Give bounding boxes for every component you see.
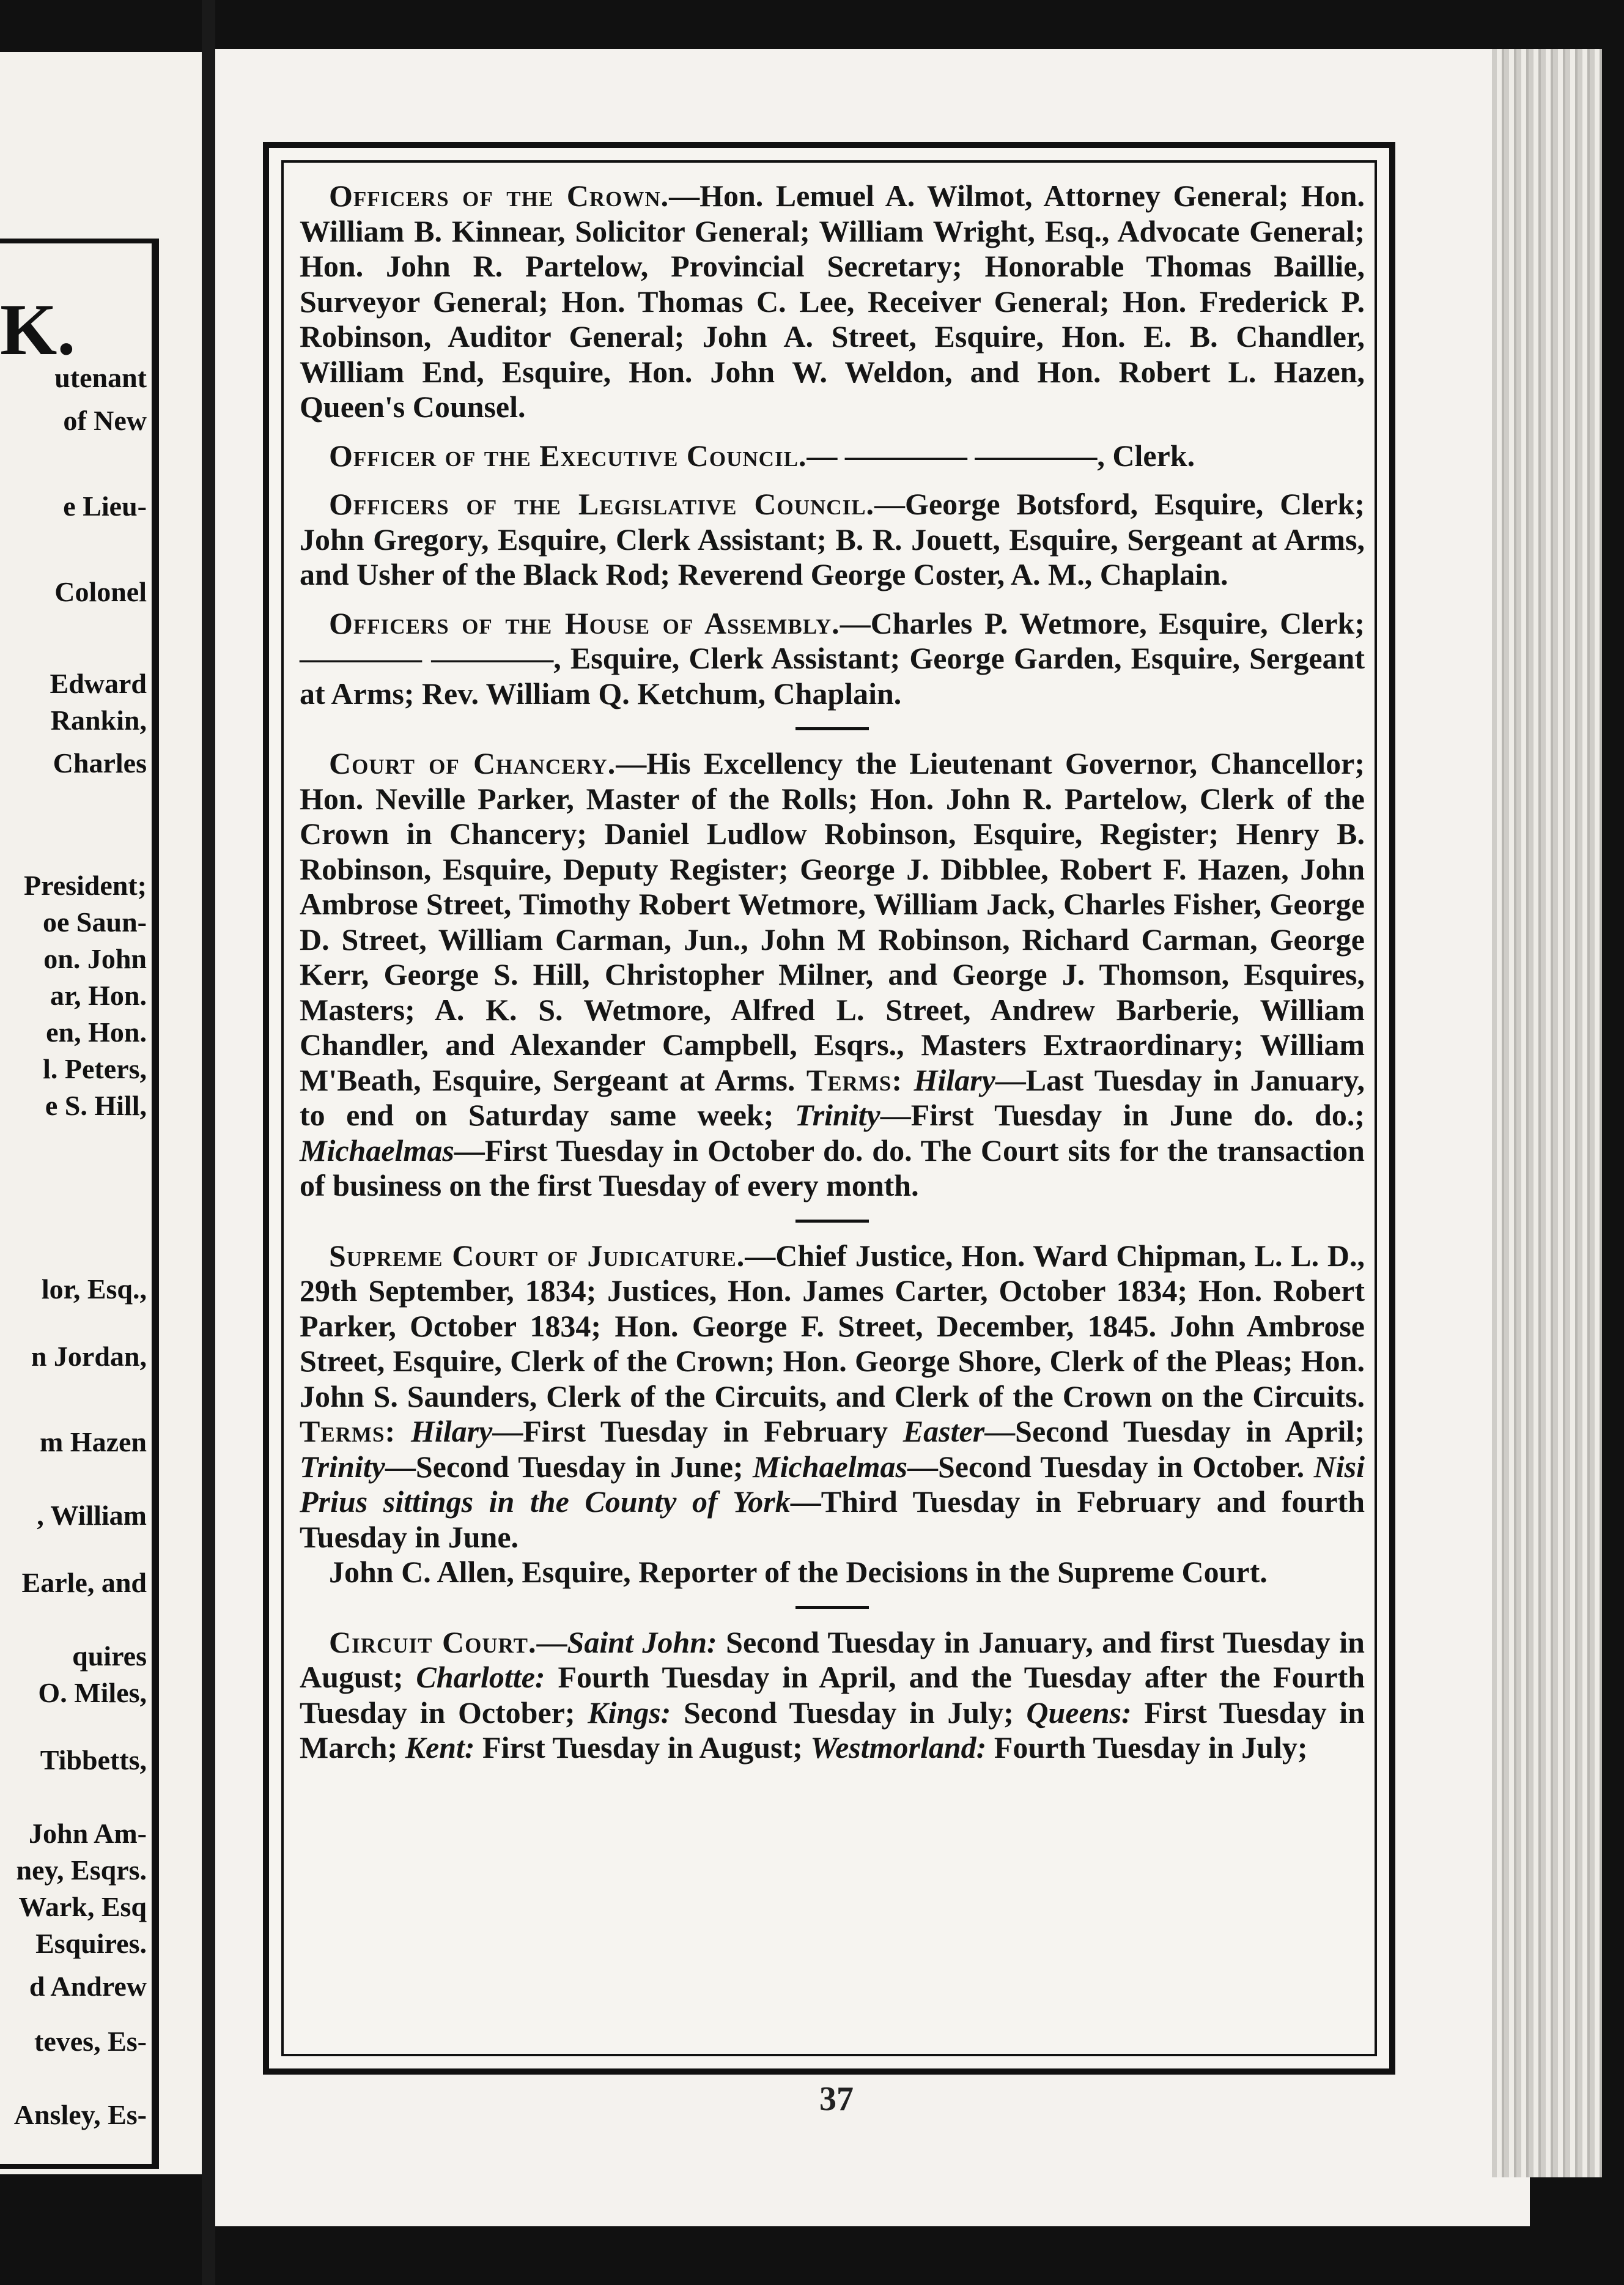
- left-page-fragment: utenant: [54, 362, 147, 393]
- left-page-fragment: John Am-: [29, 1818, 147, 1849]
- supreme-court-text: —Chief Justice, Hon. Ward Chipman, L. L. D., 29th September, 1834; Justices, Hon. James Carter, October 1834; Hon. Robert Parker, October 1834; Hon. George F. Street, December, 1845. John Ambrose Street, Esquire, Clerk of the Crown; Hon. George Shore, Clerk of the Pleas; Hon. John S. Saunders, Clerk of the Circuits, and Clerk of the Crown on the Circuits.: [300, 1238, 1365, 1413]
- left-page-fragment: m Hazen: [39, 1426, 147, 1457]
- court-of-chancery-heading: Court of Chancery.: [329, 746, 616, 780]
- left-page-fragment: e Lieu-: [63, 491, 147, 522]
- circuit-saint-john: Saint John:: [567, 1624, 717, 1659]
- supreme-nisi-prius: Nisi Prius sittings in the County of York: [300, 1449, 1365, 1519]
- left-page-fragment: Rankin,: [50, 705, 147, 736]
- circuit-court-paragraph: [300, 1625, 1365, 1766]
- page-content: [300, 179, 1365, 1766]
- legislative-council-paragraph: [300, 487, 1365, 593]
- crown-officers-paragraph: [300, 179, 1365, 425]
- executive-council-heading: Officer of the Executive Council.: [329, 438, 807, 473]
- left-page-fragment: Tibbetts,: [40, 1744, 147, 1776]
- left-page-fragment: Esquires.: [35, 1928, 147, 1959]
- supreme-term-easter-text: —Second Tuesday in April;: [984, 1414, 1365, 1448]
- left-page-fragment: teves, Es-: [34, 2026, 147, 2057]
- supreme-term-michaelmas: Michaelmas: [753, 1449, 907, 1484]
- circuit-kings-text: Second Tuesday in July;: [671, 1695, 1014, 1730]
- circuit-saint-john-text: Second Tuesday in January, and first Tuesday in August;: [300, 1624, 1365, 1694]
- left-page-fragment: lor, Esq.,: [41, 1273, 147, 1305]
- page-edges: [1492, 49, 1602, 2177]
- circuit-queens: Queens:: [1026, 1695, 1132, 1730]
- executive-council-paragraph: [300, 439, 1365, 474]
- chancery-term-trinity-text: —First Tuesday in June do. do.;: [880, 1098, 1365, 1132]
- supreme-nisi-prius-text: —Third Tuesday in February and fourth Tuesday in June.: [300, 1484, 1365, 1554]
- left-page-fragment: ar, Hon.: [50, 980, 147, 1011]
- court-of-chancery-text: —His Excellency the Lieutenant Governor, Chancellor; Hon. Neville Parker, Master of the Rolls; Hon. John R. Partelow, Clerk of the Crown in Chancery; Daniel Ludlow Robinson, Esquire, Register; Henry B. Robinson, Esquire, Deputy Register; George J. Dibblee, Robert F. Hazen, John Ambrose Street, Timothy Robert Wetmore, William Jack, Charles Fisher, George D. Street, William Carman, Jun., John M Robinson, Richard Carman, George Kerr, George S. Hill, Christopher Milner, and George J. Thomson, Esquires, Masters; A. K. S. Wetmore, Alfred L. Street, Andrew Barberie, William Chandler, and Alexander Campbell, Esqrs., Masters Extraordinary; William M'Beath, Esquire, Sergeant at Arms.: [300, 746, 1365, 1097]
- crown-officers-heading: Officers of the Crown.: [329, 179, 670, 213]
- circuit-kings: Kings:: [588, 1695, 671, 1730]
- supreme-term-trinity-text: —Second Tuesday in June;: [385, 1449, 744, 1484]
- book-gutter: [202, 0, 215, 2285]
- supreme-court-heading: Supreme Court of Judicature.: [329, 1238, 745, 1273]
- left-page-fragment: en, Hon.: [46, 1017, 147, 1048]
- executive-council-text: — ———— ————, Clerk.: [806, 438, 1195, 473]
- left-page-fragment: Earle, and: [21, 1567, 147, 1598]
- left-page-fragment: Colonel: [54, 576, 147, 607]
- section-divider: [795, 727, 869, 730]
- chancery-term-hilary-text: —Last Tuesday in January, to end on Saturday same week;: [300, 1062, 1365, 1132]
- left-page-fragment: President;: [23, 870, 147, 901]
- text-frame: [263, 142, 1395, 2075]
- left-page-fragment: ney, Esqrs.: [16, 1854, 147, 1886]
- circuit-westmorland: Westmorland:: [810, 1730, 987, 1765]
- circuit-charlotte-text: Fourth Tuesday in April, and the Tuesday after the Fourth Tuesday in October;: [300, 1660, 1365, 1730]
- circuit-court-dash: —: [536, 1624, 567, 1659]
- house-of-assembly-paragraph: [300, 606, 1365, 712]
- legislative-council-heading: Officers of the Legislative Council.: [329, 487, 875, 521]
- supreme-term-easter: Easter: [902, 1414, 985, 1448]
- left-page-fragment: oe Saun-: [43, 906, 147, 938]
- supreme-court-paragraph: [300, 1239, 1365, 1555]
- left-page-fragment: Charles: [53, 747, 147, 779]
- supreme-court-reporter: John C. Allen, Esquire, Reporter of the Decisions in the Supreme Court.: [329, 1555, 1268, 1589]
- left-page-fragment: d Andrew: [29, 1971, 147, 2002]
- supreme-term-hilary: Hilary: [410, 1414, 493, 1448]
- left-page-fragment: Wark, Esq: [18, 1891, 147, 1922]
- section-divider: [795, 1606, 869, 1609]
- left-page-fragment: l. Peters,: [43, 1053, 147, 1084]
- chancery-term-hilary: Hilary: [914, 1062, 995, 1097]
- supreme-term-michaelmas-text: —Second Tuesday in October.: [907, 1449, 1305, 1484]
- section-divider: [795, 1220, 869, 1223]
- left-page-fragment: of New: [63, 405, 147, 436]
- chancery-term-michaelmas: Michaelmas: [300, 1133, 454, 1168]
- supreme-term-trinity: Trinity: [300, 1449, 385, 1484]
- page-number: 37: [819, 2080, 854, 2118]
- left-page-fragment: on. John: [43, 943, 147, 974]
- house-of-assembly-text: —Charles P. Wetmore, Esquire, Clerk; ———— ————, Esquire, Clerk Assistant; George Garden, Esquire, Sergeant at Arms; Rev. William Q. Ketchum, Chaplain.: [300, 606, 1365, 711]
- circuit-court-heading: Circuit Court.: [329, 1624, 537, 1659]
- supreme-terms-label: Terms:: [300, 1414, 396, 1448]
- chancery-term-michaelmas-text: —First Tuesday in October do. do. The Court sits for the transaction of business on the first Tuesday of every month.: [300, 1133, 1365, 1202]
- circuit-westmorland-text: Fourth Tuesday in July;: [986, 1730, 1308, 1765]
- left-page-fragment: , William: [37, 1500, 147, 1531]
- left-page-fragment: quires: [72, 1640, 147, 1672]
- circuit-charlotte: Charlotte:: [416, 1660, 545, 1694]
- circuit-kent-text: First Tuesday in August;: [474, 1730, 803, 1765]
- left-page-fragment: O. Miles,: [38, 1677, 147, 1708]
- court-of-chancery-paragraph: [300, 746, 1365, 1204]
- left-page-fragment: n Jordan,: [31, 1341, 147, 1372]
- circuit-queens-text: First Tuesday in March;: [300, 1695, 1365, 1765]
- circuit-kent: Kent:: [405, 1730, 475, 1765]
- left-page-fragment: e S. Hill,: [45, 1090, 147, 1121]
- crown-officers-text: —Hon. Lemuel A. Wilmot, Attorney General; Hon. William B. Kinnear, Solicitor General; William Wright, Esq., Advocate General; Hon. John R. Partelow, Provincial Secretary; Honorable Thomas Baillie, Surveyor General; Hon. Thomas C. Lee, Receiver General; Hon. Frederick P. Robinson, Auditor General; John A. Street, Esquire, Hon. E. B. Chandler, William End, Esquire, Hon. John W. Weldon, and Hon. Robert L. Hazen, Queen's Counsel.: [300, 179, 1365, 424]
- left-page-fragment: Edward: [50, 668, 147, 699]
- left-page-heading-fragment: K.: [0, 289, 76, 370]
- legislative-council-text: —George Botsford, Esquire, Clerk; John Gregory, Esquire, Clerk Assistant; B. R. Jouett, Esquire, Sergeant at Arms, and Usher of the Black Rod; Reverend George Coster, A. M., Chaplain.: [300, 487, 1365, 591]
- chancery-term-trinity: Trinity: [794, 1098, 880, 1132]
- supreme-term-hilary-text: —First Tuesday in February: [492, 1414, 888, 1448]
- house-of-assembly-heading: Officers of the House of Assembly.: [329, 606, 840, 640]
- chancery-terms-label: Terms:: [806, 1062, 902, 1097]
- left-page-fragment: Ansley, Es-: [13, 2099, 147, 2130]
